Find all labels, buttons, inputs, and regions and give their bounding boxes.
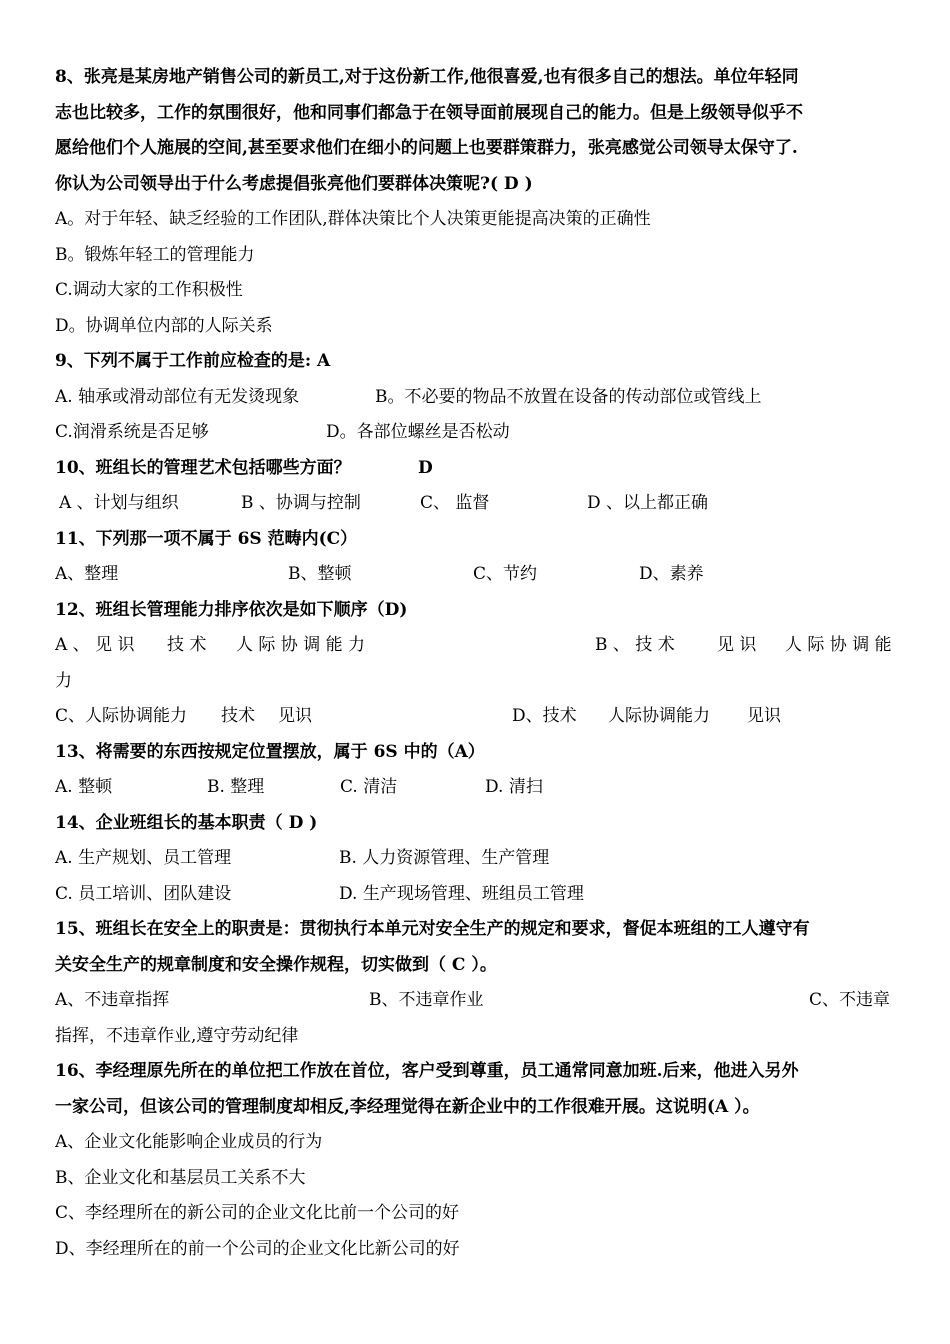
- question-8-stem-line-1: 8、张亮是某房地产销售公司的新员工,对于这份新工作,他很喜爱,也有很多自己的想法。单位年轻同: [55, 67, 799, 87]
- question-8-stem-line-3: 愿给他们个人施展的空间,甚至要求他们在细小的问题上也要群策群力，张亮感觉公司领导太保守了.: [55, 138, 798, 158]
- question-10-answer: D: [418, 457, 433, 478]
- question-9-stem: 9、下列不属于工作前应检查的是: A: [55, 351, 331, 371]
- question-12-option-a-label: A 、 见 识: [55, 635, 135, 655]
- question-12-option-d-item-2: 人际协调能力: [608, 706, 710, 726]
- question-15-stem-line-1: 15、班组长在安全上的职责是：贯彻执行本单元对安全生产的规定和要求，督促本班组的工人遵守有: [55, 919, 810, 939]
- question-15-option-a: A、不违章指挥: [55, 990, 170, 1010]
- question-12-option-a-item-2: 技 术: [167, 635, 207, 655]
- question-8-option-c: C.调动大家的工作积极性: [55, 280, 243, 300]
- question-14-option-d: D. 生产现场管理、班组员工管理: [339, 883, 584, 904]
- question-12-option-c-item-3: 见识: [278, 706, 312, 726]
- question-11-option-c: C、节约: [473, 564, 538, 584]
- question-14-option-b: B. 人力资源管理、生产管理: [339, 848, 550, 868]
- question-8-option-a: A。对于年轻、缺乏经验的工作团队,群体决策比个人决策更能提高决策的正确性: [55, 209, 651, 229]
- question-15-option-b: B、不违章作业: [369, 990, 484, 1010]
- question-15-options-row-1: [55, 983, 900, 1019]
- question-12-option-d-item-3: 见识: [747, 706, 781, 726]
- question-13-options: [55, 770, 900, 806]
- question-16-option-a: A、企业文化能影响企业成员的行为: [55, 1132, 323, 1152]
- question-12-stem: 12、班组长管理能力排序依次是如下顺序（D): [55, 599, 408, 620]
- question-8-option-b: B。锻炼年轻工的管理能力: [55, 244, 255, 265]
- question-13-option-b: B. 整理: [207, 777, 265, 797]
- question-12-option-d-label: D、技术: [512, 706, 577, 726]
- question-10-options: [55, 486, 900, 522]
- question-14-option-a: A. 生产规划、员工管理: [55, 848, 232, 868]
- question-9-options-row-1: [55, 380, 900, 416]
- question-14-stem: 14、企业班组长的基本职责（ D ): [55, 812, 318, 833]
- question-16-option-d: D、李经理所在的前一个公司的企业文化比新公司的好: [55, 1238, 460, 1259]
- question-12-option-b-label: B 、 技 术: [595, 635, 675, 655]
- question-8-stem-line-4: 你认为公司领导出于什么考虑提倡张亮他们要群体决策呢?( D ): [55, 173, 533, 194]
- question-10-stem: [55, 451, 900, 487]
- document-page: [55, 60, 900, 1267]
- question-14-options-row-1: [55, 841, 900, 877]
- question-8-stem-line-2: 志也比较多，工作的氛围很好，他和同事们都急于在领导面前展现自己的能力。但是上级领导似乎不: [55, 102, 803, 123]
- question-12-option-b-item-2: 见 识: [717, 635, 757, 655]
- question-15-option-c-continued: 指挥，不违章作业,遵守劳动纪律: [55, 1025, 299, 1046]
- question-9-option-c: C.润滑系统是否足够: [55, 422, 209, 442]
- question-16-option-c: C、李经理所在的新公司的企业文化比前一个公司的好: [55, 1203, 460, 1223]
- question-14-option-c: C. 员工培训、团队建设: [55, 883, 232, 904]
- question-13-option-c: C. 清洁: [340, 777, 398, 797]
- question-12-option-c-label: C、人际协调能力: [55, 706, 188, 726]
- question-8-option-d: D。协调单位内部的人际关系: [55, 315, 273, 336]
- question-10-stem-text: 10、班组长的管理艺术包括哪些方面？: [55, 457, 351, 478]
- question-12-option-c-item-2: 技术: [221, 706, 255, 726]
- question-9-options-row-2: [55, 415, 900, 451]
- question-11-stem: 11、下列那一项不属于 6S 范畴内(C）: [55, 528, 358, 549]
- question-15-stem-line-2: 关安全生产的规章制度和安全操作规程，切实做到（ C ）。: [55, 954, 497, 975]
- question-13-option-d: D. 清扫: [485, 777, 543, 797]
- question-16-stem-line-2: 一家公司，但该公司的管理制度却相反,李经理觉得在新企业中的工作很难开展。这说明(A ）。: [55, 1096, 760, 1117]
- question-16-option-b: B、企业文化和基层员工关系不大: [55, 1167, 306, 1188]
- question-12-option-a-item-3: 人 际 协 调 能 力: [236, 635, 366, 655]
- question-11-option-d: D、素养: [639, 564, 704, 584]
- question-12-options-row-2: [55, 699, 900, 735]
- question-9-option-d: D。各部位螺丝是否松动: [326, 422, 510, 442]
- question-13-stem: 13、将需要的东西按规定位置摆放，属于 6S 中的（A）: [55, 741, 485, 762]
- question-10-option-b: B 、协调与控制: [241, 493, 361, 513]
- question-16-stem-line-1: 16、李经理原先所在的单位把工作放在首位，客户受到尊重，员工通常同意加班.后来，他进入另外: [55, 1061, 799, 1081]
- question-14-options-row-2: [55, 877, 900, 913]
- question-12-options-row-1: [55, 628, 900, 664]
- question-9-option-a: A. 轴承或滑动部位有无发烫现象: [55, 386, 300, 407]
- question-11-option-a: A、整理: [55, 564, 119, 584]
- question-11-option-b: B、整顿: [288, 564, 352, 584]
- question-15-option-c: C、不违章: [809, 990, 891, 1010]
- question-9-option-b: B。不必要的物品不放置在设备的传动部位或管线上: [375, 386, 762, 407]
- question-12-option-b-item-3: 人 际 协 调 能: [785, 635, 892, 655]
- question-12-wrap-line: 力: [55, 670, 72, 691]
- question-10-option-c: C、 监督: [420, 493, 490, 513]
- question-10-option-a: A 、计划与组织: [59, 493, 179, 513]
- question-11-options: [55, 557, 900, 593]
- question-10-option-d: D 、以上都正确: [587, 493, 709, 513]
- question-13-option-a: A. 整顿: [55, 777, 113, 797]
